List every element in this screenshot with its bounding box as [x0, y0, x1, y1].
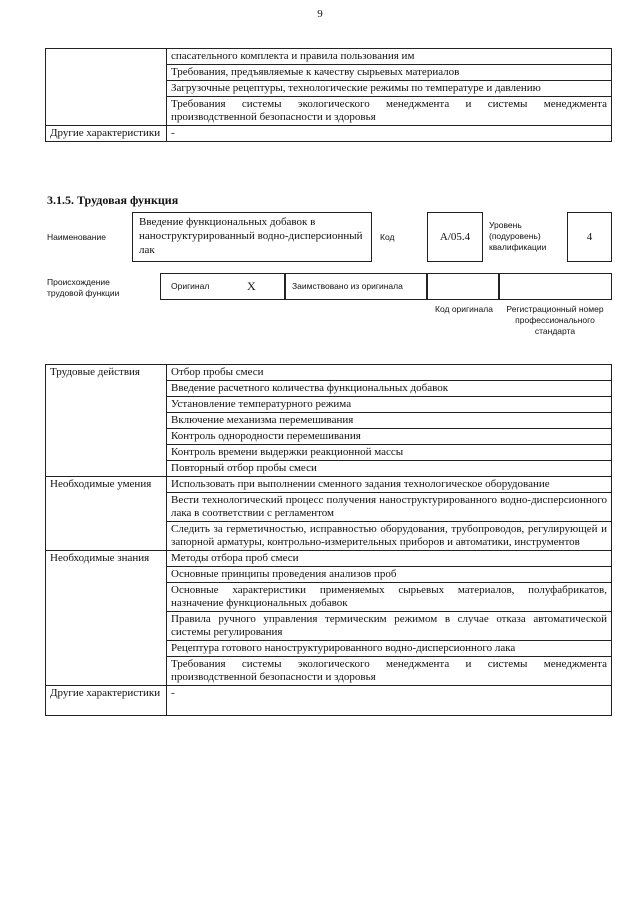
original-box [160, 273, 285, 300]
page-number: 9 [317, 8, 323, 20]
borrowed-box [285, 273, 427, 300]
origin-label: Происхождение трудовой функции [47, 277, 120, 298]
code-original-box [427, 273, 499, 300]
skill-item: Вести технологический процесс получения наноструктурированного водно-дисперсионного лака в соответствии с регламентом [167, 493, 612, 522]
knowledge-item: Рецептура готового наноструктурированного водно-дисперсионного лака [167, 641, 612, 657]
knowledge-item: Требования системы экологического менеджмента и системы менеджмента производственной безопасности и здоровья [167, 657, 612, 686]
qualification-level: 4 [567, 212, 612, 262]
top-row: Требования, предъявляемые к качеству сырьевых материалов [167, 65, 612, 81]
top-table [45, 48, 612, 142]
original-mark: X [247, 279, 256, 293]
skill-item: Следить за герметичностью, исправностью оборудования, трубопроводов, регулирующей и запорной арматуры, контрольно-измерительных приборов и автоматики, инструментов [167, 522, 612, 551]
function-code: A/05.4 [427, 212, 483, 262]
labor-action: Включение механизма перемешивания [167, 413, 612, 429]
knowledge-item: Методы отбора проб смеси [167, 551, 612, 567]
knowledge-label: Необходимые знания [46, 551, 167, 686]
labor-action: Введение расчетного количества функциональных добавок [167, 381, 612, 397]
top-row: Требования системы экологического менеджмента и системы менеджмента производственной безопасности и здоровья [167, 97, 612, 126]
name-label: Наименование [47, 232, 106, 242]
other-characteristics-value: - [167, 126, 612, 142]
knowledge-item: Правила ручного управления термическим режимом в случае отказа автоматической системы регулирования [167, 612, 612, 641]
knowledge-item: Основные характеристики применяемых сырьевых материалов, полуфабрикатов, назначение функциональных добавок [167, 583, 612, 612]
labor-action: Повторный отбор пробы смеси [167, 461, 612, 477]
top-row: спасательного комплекта и правила пользования им [167, 49, 612, 65]
other-characteristics-value: - [167, 686, 612, 716]
other-characteristics-label: Другие характеристики [46, 126, 167, 142]
level-label: Уровень (подуровень) квалификации [489, 220, 547, 252]
top-row: Загрузочные рецептуры, технологические режимы по температуре и давлению [167, 81, 612, 97]
skill-item: Использовать при выполнении сменного задания технологическое оборудование [167, 477, 612, 493]
labor-action: Отбор пробы смеси [167, 365, 612, 381]
main-table [45, 364, 612, 716]
other-characteristics-label: Другие характеристики [46, 686, 167, 716]
labor-action: Контроль однородности перемешивания [167, 429, 612, 445]
code-original-label: Код оригинала [435, 304, 493, 314]
function-name: Введение функциональных добавок в наноструктурированный водно-дисперсионный лак [132, 212, 372, 262]
skills-label: Необходимые умения [46, 477, 167, 551]
section-title: 3.1.5. Трудовая функция [47, 193, 179, 207]
labor-action: Контроль времени выдержки реакционной массы [167, 445, 612, 461]
reg-number-box [499, 273, 612, 300]
code-label: Код [380, 232, 395, 242]
original-label: Оригинал [171, 281, 210, 291]
labor-action: Установление температурного режима [167, 397, 612, 413]
borrowed-label: Заимствовано из оригинала [292, 281, 403, 291]
labor-actions-label: Трудовые действия [46, 365, 167, 477]
knowledge-item: Основные принципы проведения анализов проб [167, 567, 612, 583]
reg-number-label: Регистрационный номер профессионального стандарта [506, 304, 604, 336]
